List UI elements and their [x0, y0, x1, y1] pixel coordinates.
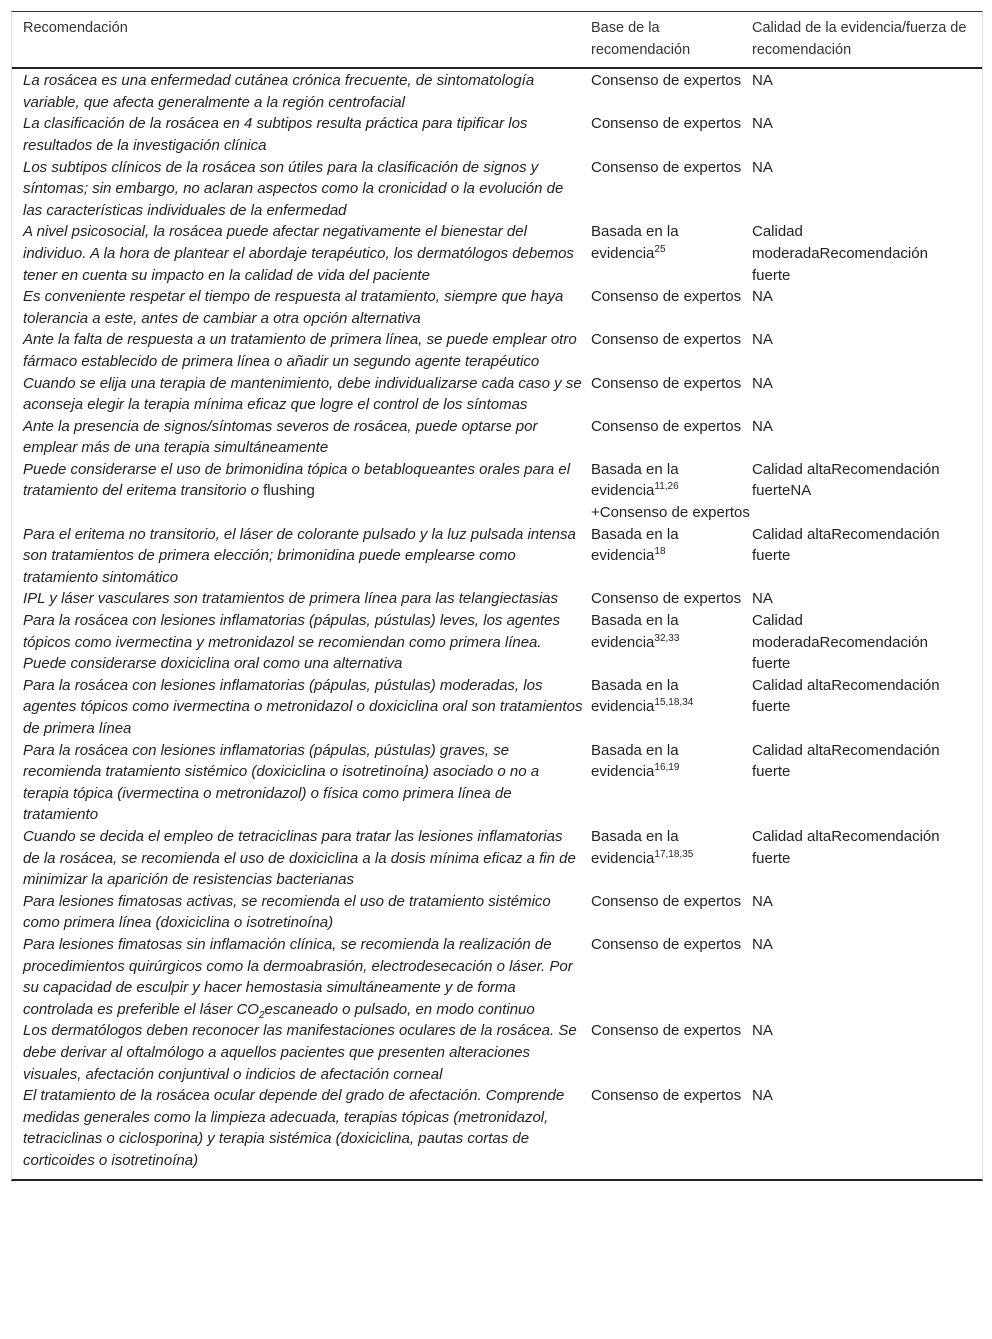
quality-cell: NA [752, 892, 773, 910]
base-cell [591, 675, 752, 740]
recommendation-text: A nivel psicosocial, la rosácea puede afectar negativamente el bienestar del individuo. A la hora de plantear el abordaje terapéutico, los dermatólogos debemos tener en cuenta su impacto en la calidad de vida del paciente [23, 223, 574, 284]
base-text: Basada en la evidencia [591, 741, 679, 781]
base-text: Basada en la evidencia [591, 525, 679, 565]
table-row [12, 221, 982, 286]
base-cell [591, 416, 752, 459]
base-cell [591, 588, 752, 610]
recommendation-cell [12, 373, 591, 416]
recommendation-text: Para la rosácea con lesiones inflamatorias (pápulas, pústulas) moderadas, los agentes tópicos como ivermectina o metronidazol o doxiciclina oral son tratamientos de primera línea [23, 676, 583, 737]
recommendation-text: La rosácea es una enfermedad cutánea crónica frecuente, de sintomatología variable, que afecta generalmente a la región centrofacial [23, 72, 535, 111]
base-text: Consenso de expertos [591, 590, 742, 608]
recommendation-text: Los subtipos clínicos de la rosácea son útiles para la clasificación de signos y síntomas; sin embargo, no aclaran aspectos como la cronicidad o la evolución de las características individuales de la enfermedad [23, 158, 564, 219]
recommendation-text: IPL y láser vasculares son tratamientos de primera línea para las telangiectasias [23, 590, 558, 608]
table-row [12, 891, 982, 934]
reference-superscript: 25 [654, 243, 666, 255]
quality-cell: NA [752, 72, 773, 90]
base-cell [591, 826, 752, 891]
header-base: Base de la recomendación [591, 20, 691, 58]
table-row [12, 329, 982, 372]
recommendation-cell [12, 416, 591, 459]
table-row [12, 113, 982, 156]
base-cell [591, 157, 752, 222]
base-text: Consenso de expertos [591, 158, 742, 176]
reference-superscript: 15,18,34 [654, 697, 694, 709]
quality-cell: NA [752, 935, 773, 953]
base-cell [591, 610, 752, 675]
quality-cell: NA [752, 288, 773, 306]
recommendation-cell [12, 524, 591, 589]
recommendation-cell [12, 588, 591, 610]
base-cell [591, 286, 752, 329]
recommendations-table [11, 11, 983, 1181]
quality-cell: Calidad altaRecomendación fuerteNA [752, 460, 940, 500]
header-calidad: Calidad de la evidencia/fuerza de recomendación [752, 20, 967, 58]
recommendation-cell [12, 459, 591, 524]
base-text: Consenso de expertos [591, 72, 742, 90]
recommendation-text: Los dermatólogos deben reconocer las manifestaciones oculares de la rosácea. Se debe derivar al oftalmólogo a aquellos pacientes que presenten alteraciones visuales, afectación conjuntival o indicios de afectación corneal [23, 1022, 577, 1083]
quality-cell: Calidad moderadaRecomendación fuerte [752, 612, 928, 673]
table-row [12, 416, 982, 459]
base-text: Consenso de expertos [591, 1087, 742, 1105]
quality-cell: NA [752, 158, 773, 176]
recommendation-text: Ante la presencia de signos/síntomas severos de rosácea, puede optarse por emplear más de una terapia simultáneamente [23, 417, 538, 457]
header-recomendacion: Recomendación [23, 20, 128, 36]
recommendation-text: Para la rosácea con lesiones inflamatorias (pápulas, pústulas) leves, los agentes tópicos como ivermectina y metronidazol se recomiendan como primera línea. Puede considerarse doxiciclina oral como una alternativa [23, 612, 560, 673]
table-row [12, 70, 982, 113]
reference-superscript: 18 [654, 546, 666, 558]
base-text: Consenso de expertos [591, 1022, 742, 1040]
base-cell [591, 1085, 752, 1171]
base-text: Basada en la evidencia [591, 676, 679, 716]
table-row [12, 1020, 982, 1085]
base-cell [591, 524, 752, 589]
reference-superscript: 17,18,35 [654, 848, 694, 860]
table-row [12, 157, 982, 222]
recommendation-cell [12, 286, 591, 329]
recommendation-text: El tratamiento de la rosácea ocular depende del grado de afectación. Comprende medidas generales como la limpieza adecuada, terapias tópicas (metronidazol, tetraciclinas o ciclosporina) y terapia sistémica (doxiciclina, pautas cortas de corticoides o isotretinoína) [23, 1087, 565, 1169]
reference-superscript: 11,26 [654, 481, 679, 493]
table-row [12, 286, 982, 329]
table-row [12, 588, 982, 610]
recommendation-cell [12, 934, 591, 1020]
base-cell [591, 934, 752, 1020]
recommendation-cell [12, 157, 591, 222]
base-text: Consenso de expertos [591, 288, 742, 306]
quality-cell: NA [752, 1022, 773, 1040]
table-row [12, 740, 982, 826]
recommendation-cell [12, 826, 591, 891]
recommendation-text: Cuando se decida el empleo de tetraciclinas para tratar las lesiones inflamatorias de la rosácea, se recomienda el uso de doxiciclina a la dosis mínima eficaz a fin de minimizar la aparición de resistencias bacterianas [23, 827, 576, 889]
table-row [12, 524, 982, 589]
base-cell [591, 459, 752, 524]
base-text: Consenso de expertos [591, 935, 742, 953]
recommendation-text: flushing [263, 482, 315, 500]
base-cell [591, 891, 752, 934]
base-cell [591, 1020, 752, 1085]
base-text: Consenso de expertos [591, 374, 742, 392]
table-row [12, 1085, 982, 1171]
quality-cell: Calidad moderadaRecomendación fuerte [752, 223, 928, 284]
reference-superscript: 32,33 [654, 632, 680, 644]
quality-cell: NA [752, 417, 773, 435]
recommendation-text: Para la rosácea con lesiones inflamatorias (pápulas, pústulas) graves, se recomienda tratamiento sistémico (doxiciclina o isotretinoína) asociado o no a terapia tópica (ivermectina o metronidazol) o física como primera línea de tratamiento [23, 741, 540, 824]
recommendation-cell [12, 675, 591, 740]
base-cell [591, 373, 752, 416]
quality-cell: Calidad altaRecomendación fuerte [752, 525, 940, 565]
quality-cell: Calidad altaRecomendación fuerte [752, 827, 940, 867]
recommendation-text: Cuando se elija una terapia de mantenimiento, debe individualizarse cada caso y se aconseja elegir la terapia mínima eficaz que logre el control de los síntomas [23, 374, 582, 414]
recommendation-cell [12, 329, 591, 372]
base-cell [591, 113, 752, 156]
quality-cell: NA [752, 331, 773, 349]
recommendation-cell [12, 113, 591, 156]
recommendation-text: Para lesiones fimatosas activas, se recomienda el uso de tratamiento sistémico como primera línea (doxiciclina o isotretinoína) [23, 892, 551, 932]
quality-cell: NA [752, 590, 773, 608]
recommendation-text: Ante la falta de respuesta a un tratamiento de primera línea, se puede emplear otro fármaco establecido de primera línea o añadir un segundo agente terapéutico [23, 331, 577, 370]
table-row [12, 373, 982, 416]
base-text: Consenso de expertos [591, 115, 742, 133]
recommendation-text: Es conveniente respetar el tiempo de respuesta al tratamiento, siempre que haya tolerancia a este, antes de cambiar a otra opción alternativa [23, 288, 564, 327]
table-header [12, 12, 982, 69]
base-cell [591, 329, 752, 372]
base-text: Consenso de expertos [591, 417, 742, 435]
recommendation-text: La clasificación de la rosácea en 4 subtipos resulta práctica para tipificar los resultados de la investigación clínica [23, 115, 528, 154]
quality-cell: Calidad altaRecomendación fuerte [752, 741, 940, 781]
recommendation-text: Puede considerarse el uso de brimonidina tópica o betabloqueantes orales para el tratamiento del eritema transitorio o [23, 460, 571, 500]
table-row [12, 675, 982, 740]
base-extra: +Consenso de expertos [591, 504, 750, 522]
table-row [12, 610, 982, 675]
recommendation-cell [12, 221, 591, 286]
recommendation-cell [12, 1020, 591, 1085]
table-row [12, 459, 982, 524]
base-text: Consenso de expertos [591, 331, 742, 349]
recommendation-cell [12, 740, 591, 826]
base-text: Basada en la evidencia [591, 612, 679, 651]
quality-cell: Calidad altaRecomendación fuerte [752, 676, 940, 716]
base-text: Consenso de expertos [591, 892, 742, 910]
quality-cell: NA [752, 374, 773, 392]
reference-superscript: 16,19 [654, 762, 680, 774]
subscript: 2 [258, 1009, 265, 1021]
base-text: Basada en la evidencia [591, 827, 679, 867]
quality-cell: NA [752, 115, 773, 133]
table-row [12, 826, 982, 891]
base-text: Basada en la evidencia [591, 223, 679, 262]
base-cell [591, 70, 752, 113]
recommendation-cell [12, 1085, 591, 1171]
table-row [12, 934, 982, 1020]
base-cell [591, 740, 752, 826]
recommendation-text: Para el eritema no transitorio, el láser de colorante pulsado y la luz pulsada intensa son tratamientos de primera elección; brimonidina puede emplearse como tratamiento sintomático [23, 525, 576, 586]
recommendation-text: escaneado o pulsado, en modo continuo [264, 1000, 535, 1018]
base-cell [591, 221, 752, 286]
base-text: Basada en la evidencia [591, 460, 679, 500]
table-body [12, 69, 982, 1179]
recommendation-cell [12, 70, 591, 113]
recommendation-text: Para lesiones fimatosas sin inflamación clínica, se recomienda la realización de procedimientos quirúrgicos como la dermoabrasión, electrodesecación o láser. Por su capacidad de esculpir y hacer hemostasia simultáneamente y de forma controlada es preferible el láser CO [23, 935, 573, 1018]
quality-cell: NA [752, 1087, 773, 1105]
recommendation-cell [12, 891, 591, 934]
recommendation-cell [12, 610, 591, 675]
